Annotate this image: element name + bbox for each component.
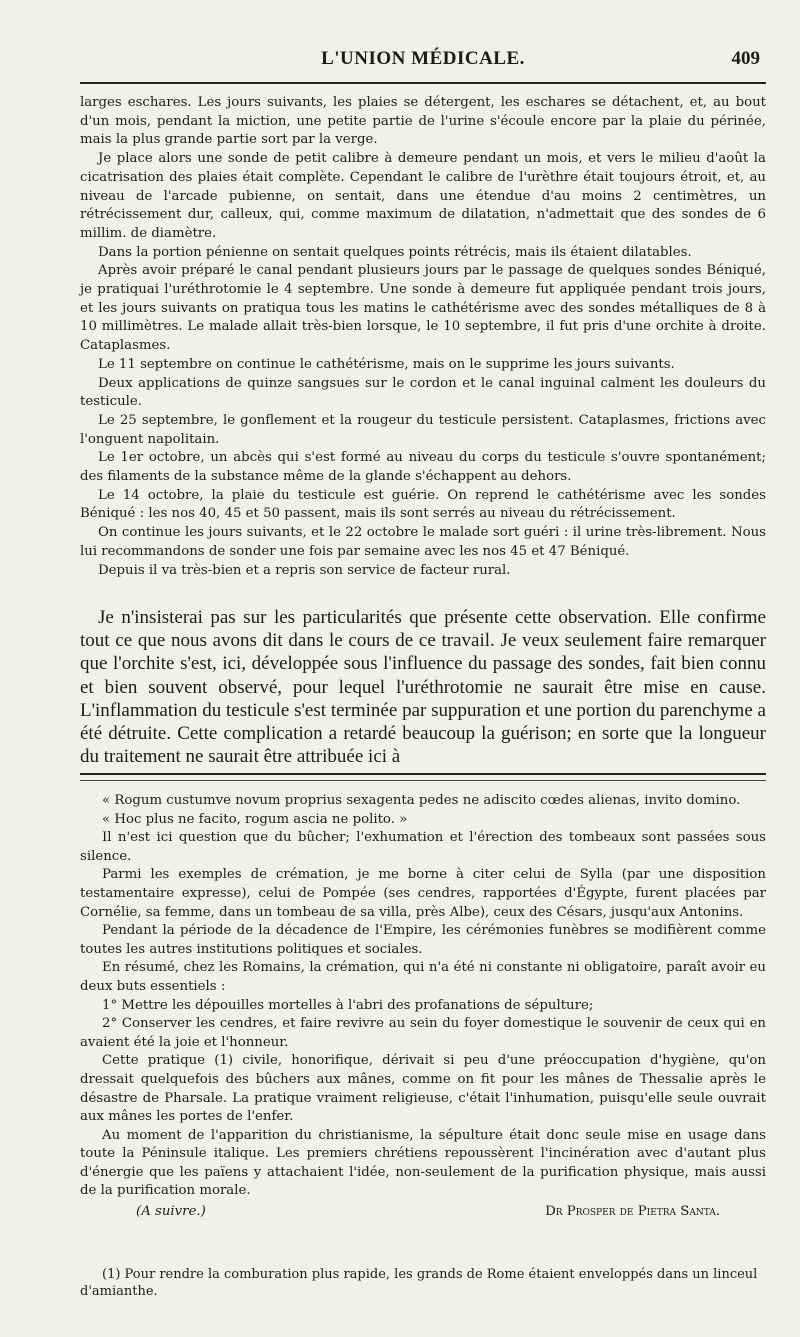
feuilleton-separator bbox=[80, 773, 766, 781]
footnote bbox=[80, 1266, 766, 1300]
commentary-paragraph: Je n'insisterai pas sur les particularités que présente cette observation. Elle confirme tout ce que nous avons dit dans le cours de ce travail. Je veux seulement faire remarquer que l'orchite s'est, ici, développée sous l'influence du passage des sondes, fait bien connu et bien souvent observé, pour lequel l'uréthrotomie ne saurait être mise en cause. L'inflammation du testicule s'est terminée par suppuration et une portion du parenchyme a été détruite. Cette complication a retardé beaucoup la guérison; en sorte que la longueur du traitement ne saurait être attribuée ici à bbox=[80, 607, 766, 768]
case-paragraph: Le 11 septembre on continue le cathétérisme, mais on le supprime les jours suivants. bbox=[98, 356, 675, 372]
feuilleton-paragraph: « Rogum custumve novum proprius sexagenta pedes ne adiscito cœdes alienas, invito domino. bbox=[102, 793, 741, 808]
case-paragraph: Depuis il va très-bien et a repris son service de facteur rural. bbox=[98, 562, 511, 578]
footnote-text: (1) Pour rendre la comburation plus rapide, les grands de Rome étaient enveloppés dans un linceul d'amianthe. bbox=[80, 1267, 758, 1299]
running-title: L'UNION MÉDICALE. bbox=[321, 48, 525, 69]
author-signature: Dr Prosper de Pietra Santa. bbox=[545, 1204, 720, 1220]
case-paragraph: Le 1er octobre, un abcès qui s'est formé au niveau du corps du testicule s'ouvre spontanément; des filaments de la substance même de la glande s'échappent au dehors. bbox=[80, 450, 766, 485]
case-paragraph: Deux applications de quinze sangsues sur le cordon et le canal inguinal calment les douleurs du testicule. bbox=[80, 375, 766, 410]
feuilleton-paragraph: En résumé, chez les Romains, la crémation, qui n'a été ni constante ni obligatoire, paraît avoir eu deux buts essentiels : bbox=[80, 960, 766, 994]
feuilleton-paragraph: Il n'est ici question que du bûcher; l'exhumation et l'érection des tombeaux sont passées sous silence. bbox=[80, 830, 766, 864]
page-header bbox=[82, 44, 764, 74]
feuilleton bbox=[80, 792, 766, 1225]
case-paragraph: Après avoir préparé le canal pendant plusieurs jours par le passage de quelques sondes Béniqué, je pratiquai l'uréthrotomie le 4 septembre. Une sonde à demeure fut appliquée pendant trois jours, et les jours suivants on pratiqua tous les matins le cathétérisme avec des sondes métalliques de 8 à 10 millimètres. Le malade allait très-bien lorsque, le 10 septembre, il fut pris d'une orchite à droite. Cataplasmes. bbox=[80, 263, 766, 354]
feuilleton-paragraph: Parmi les exemples de crémation, je me borne à citer celui de Sylla (par une disposition testamentaire expresse), celui de Pompée (ses cendres, rapportées d'Égypte, furent placées par Cornélie, sa femme, dans un tombeau de sa villa, près Albe), ceux des Césars, jusqu'aux Antonins. bbox=[80, 867, 766, 920]
feuilleton-paragraph: 2° Conserver les cendres, et faire revivre au sein du foyer domestique le souvenir de ceux qui en avaient été la joie et l'honneur. bbox=[80, 1016, 766, 1050]
feuilleton-paragraph: Pendant la période de la décadence de l'Empire, les cérémonies funèbres se modifièrent comme toutes les autres institutions politiques et sociales. bbox=[80, 923, 766, 957]
case-paragraph: Le 25 septembre, le gonflement et la rougeur du testicule persistent. Cataplasmes, frictions avec l'onguent napolitain. bbox=[80, 412, 766, 447]
case-paragraph: Dans la portion pénienne on sentait quelques points rétrécis, mais ils étaient dilatables. bbox=[98, 244, 692, 260]
case-report bbox=[80, 94, 766, 580]
case-paragraph: larges eschares. Les jours suivants, les plaies se détergent, les eschares se détachent, et, au bout d'un mois, pendant la miction, une petite partie de l'urine s'écoule encore par la plaie du périnée, mais la plus grande partie sort par la verge. bbox=[80, 95, 766, 148]
header-rule bbox=[80, 82, 766, 84]
case-paragraph: Je place alors une sonde de petit calibre à demeure pendant un mois, et vers le milieu d'août la cicatrisation des plaies était complète. Cependant le calibre de l'urèthre était toujours étroit, et, au niveau de l'arcade pubienne, on sentait, dans une étendue d'au moins 2 centimètres, un rétrécissement dur, calleux, qui, comme maximum de dilatation, n'admettait que des sondes de 6 millim. de diamètre. bbox=[80, 151, 766, 241]
case-paragraph: Le 14 octobre, la plaie du testicule est guérie. On reprend le cathétérisme avec les sondes Béniqué : les nos 40, 45 et 50 passent, mais ils sont serrés au niveau du rétrécissement. bbox=[80, 487, 766, 522]
page-number: 409 bbox=[731, 48, 760, 69]
signature-line bbox=[80, 1203, 766, 1225]
feuilleton-paragraph: Cette pratique (1) civile, honorifique, dérivait si peu d'une préoccupation d'hygiène, qu'on dressait quelquefois des bûchers aux mânes, comme on fit pour les mânes de Thessalie après le désastre de Pharsale. La pratique vraiment religieuse, c'était l'inhumation, puisqu'elle seule ouvrait aux mânes les portes de l'enfer. bbox=[80, 1053, 766, 1125]
feuilleton-paragraph: 1° Mettre les dépouilles mortelles à l'abri des profanations de sépulture; bbox=[102, 997, 594, 1013]
case-paragraph: On continue les jours suivants, et le 22 octobre le malade sort guéri : il urine très-librement. Nous lui recommandons de sonder une fois par semaine avec les nos 45 et 47 Béniqué. bbox=[80, 525, 766, 559]
feuilleton-paragraph: Au moment de l'apparition du christianisme, la sépulture était donc seule mise en usage dans toute la Péninsule italique. Les premiers chrétiens repoussèrent l'incinération avec d'autant plus d'énergie que les païens y attachaient l'idée, non-seulement de la purification physique, mais aussi de la purification morale. bbox=[80, 1127, 766, 1199]
feuilleton-paragraph: « Hoc plus ne facito, rogum ascia ne polito. » bbox=[102, 811, 408, 827]
continued-note: (A suivre.) bbox=[136, 1204, 206, 1220]
commentary bbox=[80, 606, 766, 768]
